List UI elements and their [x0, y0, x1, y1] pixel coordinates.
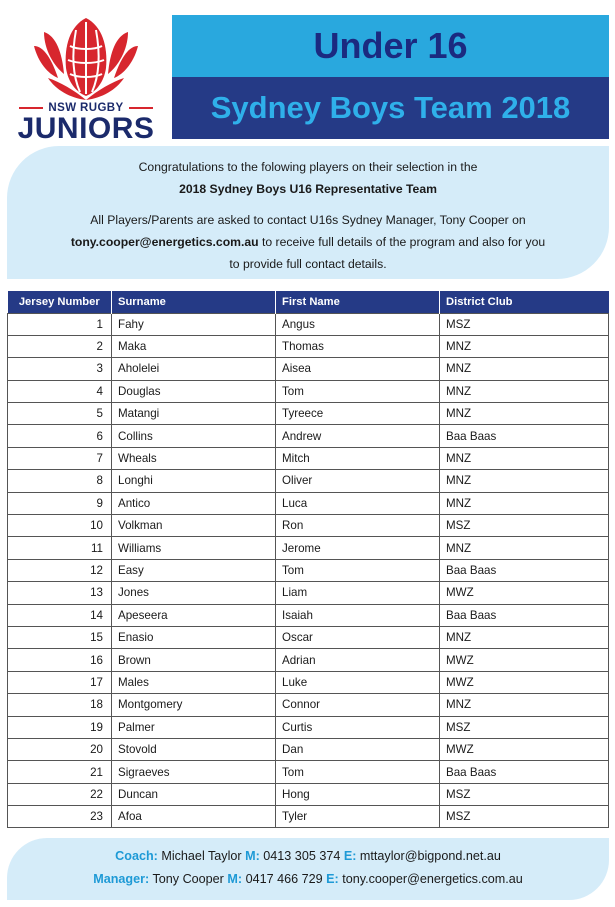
cell-jersey-number: 11: [8, 537, 112, 559]
cell-first-name: Luca: [276, 492, 440, 514]
cell-first-name: Tom: [276, 761, 440, 783]
intro-box: [7, 146, 609, 279]
column-header-surname: Surname: [112, 291, 276, 313]
coach-contact-line: [7, 845, 609, 868]
nsw-rugby-juniors-logo: [0, 0, 172, 150]
table-row: [8, 425, 609, 447]
table-row: [8, 380, 609, 402]
cell-district-club: MNZ: [440, 403, 609, 425]
cell-surname: Douglas: [112, 380, 276, 402]
cell-district-club: MNZ: [440, 335, 609, 357]
cell-surname: Matangi: [112, 403, 276, 425]
cell-first-name: Thomas: [276, 335, 440, 357]
cell-surname: Maka: [112, 335, 276, 357]
cell-surname: Brown: [112, 649, 276, 671]
cell-surname: Longhi: [112, 470, 276, 492]
cell-jersey-number: 13: [8, 582, 112, 604]
cell-surname: Males: [112, 671, 276, 693]
cell-district-club: MNZ: [440, 470, 609, 492]
cell-district-club: MWZ: [440, 649, 609, 671]
column-header-district-club: District Club: [440, 291, 609, 313]
table-row: [8, 806, 609, 828]
cell-district-club: MSZ: [440, 313, 609, 335]
cell-first-name: Aisea: [276, 358, 440, 380]
table-row: [8, 515, 609, 537]
column-header-jersey-number: Jersey Number: [8, 291, 112, 313]
cell-jersey-number: 2: [8, 335, 112, 357]
cell-first-name: Oscar: [276, 626, 440, 648]
title-banner-team: Sydney Boys Team 2018: [172, 77, 609, 139]
cell-surname: Duncan: [112, 783, 276, 805]
cell-jersey-number: 4: [8, 380, 112, 402]
cell-first-name: Mitch: [276, 447, 440, 469]
table-row: [8, 470, 609, 492]
contact-footer: [7, 838, 609, 900]
cell-first-name: Adrian: [276, 649, 440, 671]
cell-surname: Aholelei: [112, 358, 276, 380]
cell-jersey-number: 19: [8, 716, 112, 738]
table-row: [8, 335, 609, 357]
manager-email-label: E:: [326, 872, 339, 886]
cell-jersey-number: 22: [8, 783, 112, 805]
cell-jersey-number: 15: [8, 626, 112, 648]
cell-jersey-number: 21: [8, 761, 112, 783]
coach-phone: 0413 305 374: [259, 849, 344, 863]
cell-jersey-number: 7: [8, 447, 112, 469]
table-header-row: [8, 291, 609, 313]
table-row: [8, 358, 609, 380]
cell-district-club: MNZ: [440, 380, 609, 402]
cell-first-name: Oliver: [276, 470, 440, 492]
cell-jersey-number: 5: [8, 403, 112, 425]
cell-first-name: Hong: [276, 783, 440, 805]
cell-first-name: Tyreece: [276, 403, 440, 425]
table-row: [8, 738, 609, 760]
cell-first-name: Angus: [276, 313, 440, 335]
cell-district-club: MWZ: [440, 671, 609, 693]
intro-contact-instruction: All Players/Parents are asked to contact U16s Sydney Manager, Tony Cooper on: [90, 213, 526, 227]
cell-surname: Volkman: [112, 515, 276, 537]
cell-first-name: Tyler: [276, 806, 440, 828]
cell-surname: Jones: [112, 582, 276, 604]
manager-footer-email-link[interactable]: tony.cooper@energetics.com.au: [338, 872, 523, 886]
cell-first-name: Jerome: [276, 537, 440, 559]
manager-mobile-label: M:: [227, 872, 243, 886]
manager-phone: 0417 466 729: [242, 872, 327, 886]
intro-team-name: 2018 Sydney Boys U16 Representative Team: [179, 182, 437, 196]
manager-name: Tony Cooper: [149, 872, 228, 886]
cell-surname: Williams: [112, 537, 276, 559]
cell-first-name: Connor: [276, 694, 440, 716]
table-row: [8, 671, 609, 693]
table-row: [8, 447, 609, 469]
table-row: [8, 694, 609, 716]
coach-mobile-label: M:: [245, 849, 260, 863]
cell-surname: Montgomery: [112, 694, 276, 716]
table-row: [8, 649, 609, 671]
cell-surname: Afoa: [112, 806, 276, 828]
cell-district-club: MSZ: [440, 716, 609, 738]
cell-jersey-number: 16: [8, 649, 112, 671]
cell-jersey-number: 6: [8, 425, 112, 447]
cell-surname: Collins: [112, 425, 276, 447]
table-row: [8, 559, 609, 581]
column-header-first-name: First Name: [276, 291, 440, 313]
intro-email-line-rest: to receive full details of the program and also for you: [258, 235, 546, 249]
cell-district-club: MWZ: [440, 582, 609, 604]
team-roster-table: [7, 291, 609, 828]
logo-nsw-rugby-text: NSW RUGBY: [0, 102, 172, 114]
cell-first-name: Ron: [276, 515, 440, 537]
cell-district-club: MNZ: [440, 447, 609, 469]
cell-surname: Stovold: [112, 738, 276, 760]
cell-first-name: Luke: [276, 671, 440, 693]
cell-jersey-number: 14: [8, 604, 112, 626]
cell-district-club: MSZ: [440, 515, 609, 537]
table-row: [8, 492, 609, 514]
cell-district-club: MNZ: [440, 492, 609, 514]
table-header: [8, 291, 609, 313]
manager-label: Manager:: [93, 872, 150, 886]
cell-jersey-number: 10: [8, 515, 112, 537]
cell-surname: Easy: [112, 559, 276, 581]
cell-first-name: Andrew: [276, 425, 440, 447]
table-row: [8, 604, 609, 626]
cell-jersey-number: 8: [8, 470, 112, 492]
cell-surname: Fahy: [112, 313, 276, 335]
cell-district-club: MWZ: [440, 738, 609, 760]
cell-jersey-number: 9: [8, 492, 112, 514]
cell-surname: Sigraeves: [112, 761, 276, 783]
manager-contact-line: [7, 868, 609, 891]
cell-district-club: Baa Baas: [440, 761, 609, 783]
cell-first-name: Curtis: [276, 716, 440, 738]
cell-district-club: Baa Baas: [440, 425, 609, 447]
manager-email-link[interactable]: tony.cooper@energetics.com.au: [70, 235, 259, 249]
cell-first-name: Tom: [276, 559, 440, 581]
cell-district-club: MSZ: [440, 783, 609, 805]
cell-district-club: MNZ: [440, 358, 609, 380]
cell-first-name: Tom: [276, 380, 440, 402]
intro-email-line: [7, 231, 609, 253]
table-row: [8, 403, 609, 425]
cell-first-name: Liam: [276, 582, 440, 604]
cell-jersey-number: 1: [8, 313, 112, 335]
intro-closing: to provide full contact details.: [229, 257, 387, 271]
cell-first-name: Isaiah: [276, 604, 440, 626]
table-row: [8, 626, 609, 648]
coach-label: Coach:: [115, 849, 158, 863]
cell-district-club: MSZ: [440, 806, 609, 828]
coach-email-link[interactable]: mttaylor@bigpond.net.au: [356, 849, 501, 863]
cell-jersey-number: 20: [8, 738, 112, 760]
coach-name: Michael Taylor: [157, 849, 246, 863]
table-row: [8, 537, 609, 559]
cell-district-club: MNZ: [440, 537, 609, 559]
cell-district-club: MNZ: [440, 694, 609, 716]
cell-surname: Enasio: [112, 626, 276, 648]
cell-district-club: Baa Baas: [440, 604, 609, 626]
cell-surname: Palmer: [112, 716, 276, 738]
cell-jersey-number: 23: [8, 806, 112, 828]
table-row: [8, 761, 609, 783]
cell-surname: Wheals: [112, 447, 276, 469]
logo-juniors-text: JUNIORS: [17, 112, 155, 145]
cell-first-name: Dan: [276, 738, 440, 760]
cell-jersey-number: 17: [8, 671, 112, 693]
table-row: [8, 783, 609, 805]
cell-jersey-number: 12: [8, 559, 112, 581]
table-row: [8, 313, 609, 335]
cell-jersey-number: 18: [8, 694, 112, 716]
cell-district-club: MNZ: [440, 626, 609, 648]
waratah-flower-icon: [30, 16, 142, 102]
cell-district-club: Baa Baas: [440, 559, 609, 581]
cell-surname: Antico: [112, 492, 276, 514]
table-body: [8, 313, 609, 828]
intro-congratulations: Congratulations to the folowing players on their selection in the: [138, 160, 478, 174]
coach-email-label: E:: [343, 849, 357, 863]
title-banner-age-group: Under 16: [172, 15, 609, 77]
table-row: [8, 716, 609, 738]
cell-jersey-number: 3: [8, 358, 112, 380]
cell-surname: Apeseera: [112, 604, 276, 626]
table-row: [8, 582, 609, 604]
